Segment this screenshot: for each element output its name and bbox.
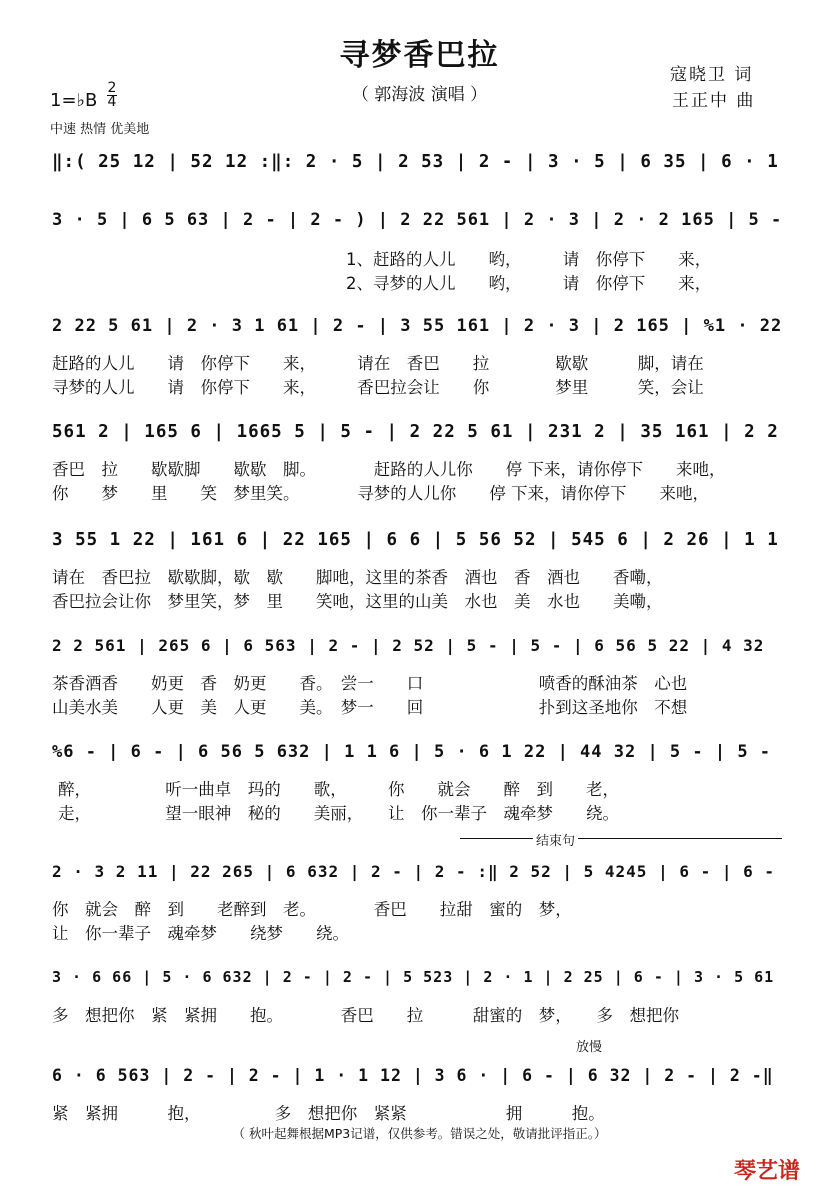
lyric-line: 赶路的人儿 请 你停下 来， 请在 香巴 拉 歇歇 脚，请在 [52, 354, 704, 373]
lyric-line: 紧 紧拥 抱， 多 想把你 紧紧 拥 抱。 [52, 1104, 605, 1123]
lyric-line: 1、赶路的人儿 哟， 请 你停下 来， [346, 250, 712, 269]
site-watermark-logo: 琴艺谱 [734, 1159, 801, 1184]
lyric-line: 茶香酒香 奶更 香 奶更 香。 尝一 口 喷香的酥油茶 心也 [52, 674, 688, 693]
lyric-line: 香巴 拉 歇歇脚 歇歇 脚。 赶路的人儿你 停 下来，请你停下 来吔， [52, 460, 726, 479]
lyric-line: 你 梦 里 笑 梦里笑。 寻梦的人儿你 停 下来，请你停下 来吔， [52, 484, 709, 503]
lyric-line: 你 就会 醉 到 老醉到 老。 香巴 拉甜 蜜的 梦， [52, 900, 572, 919]
notation-line: 3 · 6 66 | 5 · 6 632 | 2 - | 2 - | 5 523 | 2 · 1 | 2 25 | 6 - | 3 · 5 61 [52, 968, 775, 986]
notation-line: 6 · 6 563 | 2 - | 2 - | 1 · 1 12 | 3 6 · | 6 - | 6 32 | 2 - | 2 -‖ [52, 1066, 774, 1085]
lyric-line: 多 想把你 紧 紧拥 抱。 香巴 拉 甜蜜的 梦， 多 想把你 [52, 1006, 679, 1025]
meter-bottom: 4 [107, 94, 117, 110]
notation-line: 2 22 5 61 | 2 · 3 1 61 | 2 - | 3 55 161 | 2 · 3 | 2 165 | %1 · 22 [52, 316, 783, 336]
tempo-slow-label: 放慢 [576, 1040, 603, 1055]
notation-line: 2 2 561 | 265 6 | 6 563 | 2 - | 2 52 | 5 - | 5 - | 6 56 5 22 | 4 32 [52, 636, 765, 655]
meter-top: 2 [107, 80, 117, 96]
notation-line: %6 - | 6 - | 6 56 5 632 | 1 1 6 | 5 · 6 1 22 | 44 32 | 5 - | 5 - [52, 742, 772, 762]
song-title: 寻梦香巴拉 [339, 38, 500, 73]
lyric-line: 香巴拉会让你 梦里笑，梦 里 笑吔，这里的山美 水也 美 水也 美嘞， [52, 592, 663, 611]
singer-credit: （ 郭海波 演唱 ） [351, 85, 488, 105]
notation-line: 3 · 5 | 6 5 63 | 2 - | 2 - ) | 2 22 561 | 2 · 3 | 2 · 2 165 | 5 - [52, 210, 783, 230]
time-signature [107, 82, 117, 109]
lyric-line: 2、寻梦的人儿 哟， 请 你停下 来， [346, 274, 712, 293]
lyric-line: 山美水美 人更 美 人更 美。 梦一 回 扑到这圣地你 不想 [52, 698, 688, 717]
notation-line: ‖:( 25 12 | 52 12 :‖: 2 · 5 | 2 53 | 2 - | 3 · 5 | 6 35 | 6 · 1 [52, 152, 779, 172]
tempo-marking: 中速 热情 优美地 [50, 122, 150, 137]
lyric-line: 走， 望一眼神 秘的 美丽， 让 你一辈子 魂牵梦 绕。 [58, 804, 619, 823]
coda-bracket-line [460, 838, 782, 839]
composer-credit: 王正中 曲 [672, 91, 756, 111]
notation-line: 2 · 3 2 11 | 22 265 | 6 632 | 2 - | 2 - :‖ 2 52 | 5 4245 | 6 - | 6 - [52, 862, 776, 881]
lyric-line: 寻梦的人儿 请 你停下 来， 香巴拉会让 你 梦里 笑，会让 [52, 378, 704, 397]
lyricist-credit: 寇晓卫 词 [670, 65, 754, 85]
notation-line: 3 55 1 22 | 161 6 | 22 165 | 6 6 | 5 56 52 | 545 6 | 2 26 | 1 1 [52, 530, 779, 550]
lyric-line: 请在 香巴拉 歇歇脚，歇 歇 脚吔，这里的茶香 酒也 香 酒也 香嘞， [52, 568, 663, 587]
coda-label: 结束句 [533, 830, 578, 849]
notation-line: 561 2 | 165 6 | 1665 5 | 5 - | 2 22 5 61 | 231 2 | 35 161 | 2 2 [52, 422, 779, 442]
key-signature: 1=♭B [50, 90, 98, 111]
transcription-note: （ 秋叶起舞根据MP3记谱，仅供参考。错误之处，敬请批评指正。） [232, 1126, 607, 1141]
lyric-line: 醉， 听一曲卓 玛的 歌， 你 就会 醉 到 老， [58, 780, 619, 799]
lyric-line: 让 你一辈子 魂牵梦 绕梦 绕。 [52, 924, 349, 943]
